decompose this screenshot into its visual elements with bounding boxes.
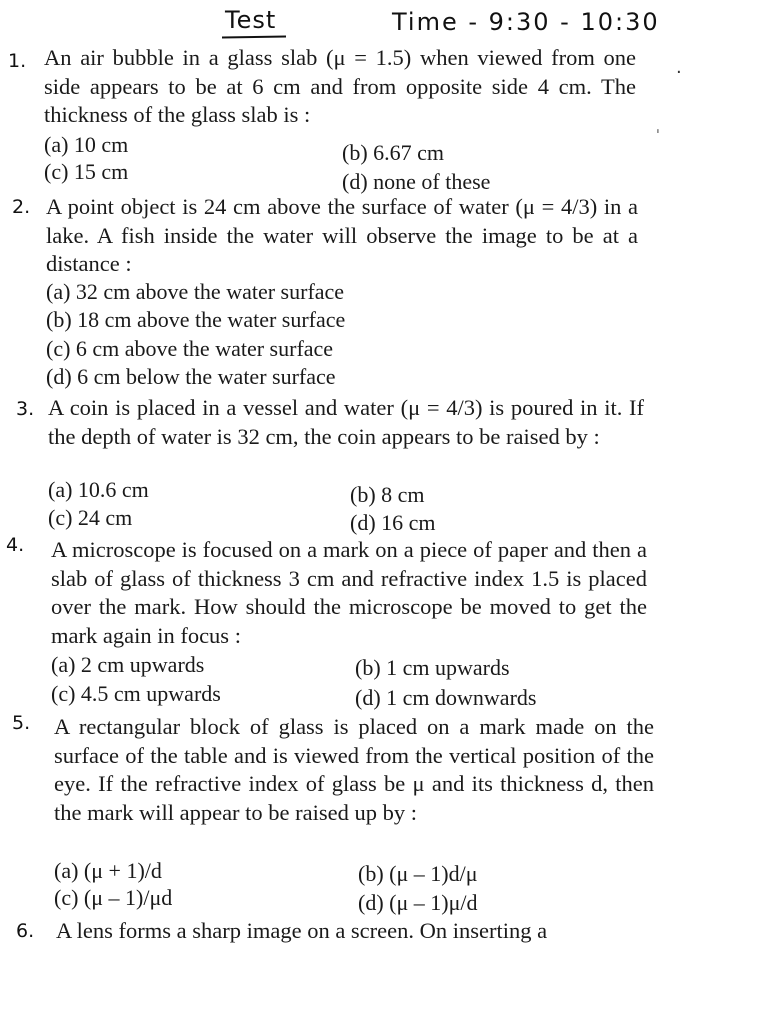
stray-mark: · [676, 62, 682, 83]
question-5-option-d: (d) (μ – 1)μ/d [358, 890, 478, 915]
question-2-option-d: (d) 6 cm below the water surface [46, 364, 336, 389]
question-1-option-d: (d) none of these [342, 169, 491, 194]
question-text-2: A point object is 24 cm above the surface of water (μ = 4/3) in a lake. A fish inside the water will observe the image to be at a distance : [46, 194, 638, 276]
question-2-option-c: (c) 6 cm above the water surface [46, 336, 334, 361]
question-4-option-c: (c) 4.5 cm upwards [51, 681, 221, 706]
question-3-option-c: (c) 24 cm [48, 505, 133, 530]
question-5-option-b: (b) (μ – 1)d/μ [358, 861, 478, 886]
test-heading-underline [222, 35, 286, 38]
question-text-5: A rectangular block of glass is placed on a mark made on the surface of the table and is viewed from the vertical position of the eye. If the refractive index of glass be μ and its thickness d, then the mark will appear to be raised up by : [54, 714, 654, 825]
question-2-option-a: (a) 32 cm above the water surface [46, 279, 345, 304]
question-text-1: An air bubble in a glass slab (μ = 1.5) when viewed from one side appears to be at 6 cm and from opposite side 4 cm. The thickness of the glass slab is : [44, 45, 636, 127]
question-number-4: 4. [6, 534, 25, 556]
question-2-option-b: (b) 18 cm above the water surface [46, 307, 346, 332]
question-4-option-b: (b) 1 cm upwards [355, 655, 510, 680]
question-1-option-b: (b) 6.67 cm [342, 140, 445, 165]
question-text-3: A coin is placed in a vessel and water (μ = 4/3) is poured in it. If the depth of water is 32 cm, the coin appears to be raised by : [48, 395, 644, 449]
test-heading: Test [225, 6, 277, 34]
question-1-option-c: (c) 15 cm [44, 159, 129, 184]
question-5-option-a: (a) (μ + 1)/d [54, 858, 162, 883]
question-number-6: 6. [16, 920, 35, 942]
question-1-option-a: (a) 10 cm [44, 132, 129, 157]
question-4-option-d: (d) 1 cm downwards [355, 685, 537, 710]
question-text-6: A lens forms a sharp image on a screen. On inserting a [56, 918, 548, 943]
question-3-option-d: (d) 16 cm [350, 510, 436, 535]
stray-mark: ˈ [656, 128, 660, 144]
question-number-1: 1. [8, 50, 27, 72]
time-heading: Time - 9:30 - 10:30 [392, 8, 660, 36]
question-number-3: 3. [16, 398, 35, 420]
question-5-option-c: (c) (μ – 1)/μd [54, 885, 173, 910]
question-4-option-a: (a) 2 cm upwards [51, 652, 205, 677]
question-text-4: A microscope is focused on a mark on a piece of paper and then a slab of glass of thickness 3 cm and refractive index 1.5 is placed over the mark. How should the microscope be moved to get the mark again in focus : [51, 537, 647, 648]
question-number-5: 5. [12, 712, 31, 734]
question-number-2: 2. [12, 196, 31, 218]
question-3-option-b: (b) 8 cm [350, 482, 425, 507]
question-3-option-a: (a) 10.6 cm [48, 477, 149, 502]
